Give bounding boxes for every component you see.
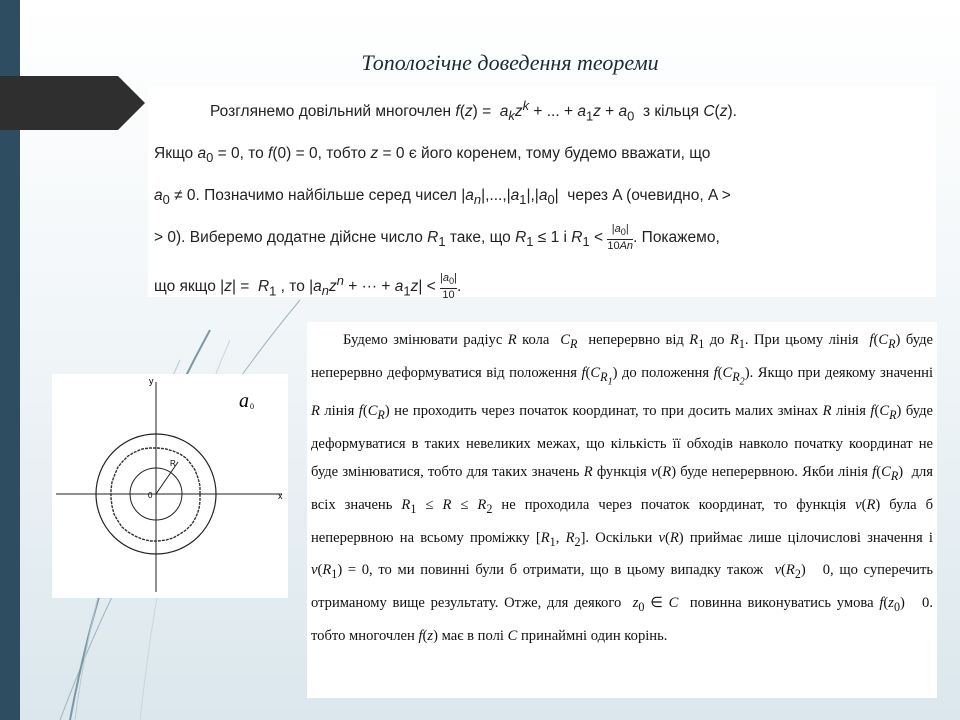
text-box-intro — [148, 87, 936, 301]
text-box-proof — [307, 322, 937, 698]
intro-line-2: Якщо $a_0 = 0$, то f(0) = 0, тобто z = 0 є його коренем, тому будемо вважати, що — [154, 145, 711, 166]
title-tab-arrow — [0, 76, 145, 130]
x-axis-label: x — [278, 491, 283, 501]
origin-label: 0 — [148, 491, 153, 500]
y-axis-label: y — [149, 376, 154, 386]
point-a0-label: a — [239, 390, 249, 412]
circle-figure — [52, 374, 288, 598]
radius-label: R — [170, 459, 176, 468]
intro-line-1: Розглянемо довільний многочлен $f(z) = a_kz^k$ + ... + $a_1z + a_0$ з кільця C(z). — [210, 98, 737, 124]
circle-diagram — [52, 374, 288, 598]
intro-line-3: $a_0 \ne 0$. Позначимо найбільше серед чисел $|a_n|,...,|a_1|,|a_0|$ через A (очевидно, A > — [154, 187, 731, 208]
intro-line-5: що якщо $|z| = R_1$ , то $|a_nz^n$ + ··· + $a_1z|$ < $\frac{|a_0|}{10}$ . — [154, 271, 462, 301]
point-a0-subscript: 0 — [250, 402, 254, 411]
intro-line-4: > 0). Виберемо додатне дійсне число $R_1$ таке, що $R_1 \le 1$ і $R_1$ < $\frac{|a_0|}{10An}$ . Покажемо, — [154, 223, 720, 253]
proof-paragraph: Будемо змінювати радіус R кола $C_R$ неперервно від $R_1$ до $R_1$. При цьому лінія $f(C_R)$ буде неперервно деформуватися від положення $f(C_{R_1})$ до положення $f(C_{R_2})$. Якщо при деякому значенні R лінія $f(C_R)$ не проходить через початок координат, то при досить малих змінах R лінія $f(C_R)$ буде деформуватися в таких невеликих межах, що кількість її обходів навколо початку координат не буде змінюватися, тобто для таких значень R функція ν(R) буде неперервною. Якби лінія $f(C_R)$ для всіх значень $R_1 \le R \le R_2$ не проходила через початок координат, то функція ν(R) була б неперервною на всьому проміжку [$R_1$, $R_2$]. Оскільки ν(R) приймає лише цілочислові значення і $\nu(R_1) = 0$, то ми повинні були б отримати, що в цьому випадку також $\nu(R_2)$ 0, що суперечить отриманому вище результату. Отже, для деякого $z_0$ ∈ C повинна виконуватись умова $f(z_0)$ 0. тобто многочлен f(z) має в полі C принаймні один корінь. — [311, 332, 934, 644]
slide-title: Топологічне доведення теореми — [361, 50, 659, 75]
